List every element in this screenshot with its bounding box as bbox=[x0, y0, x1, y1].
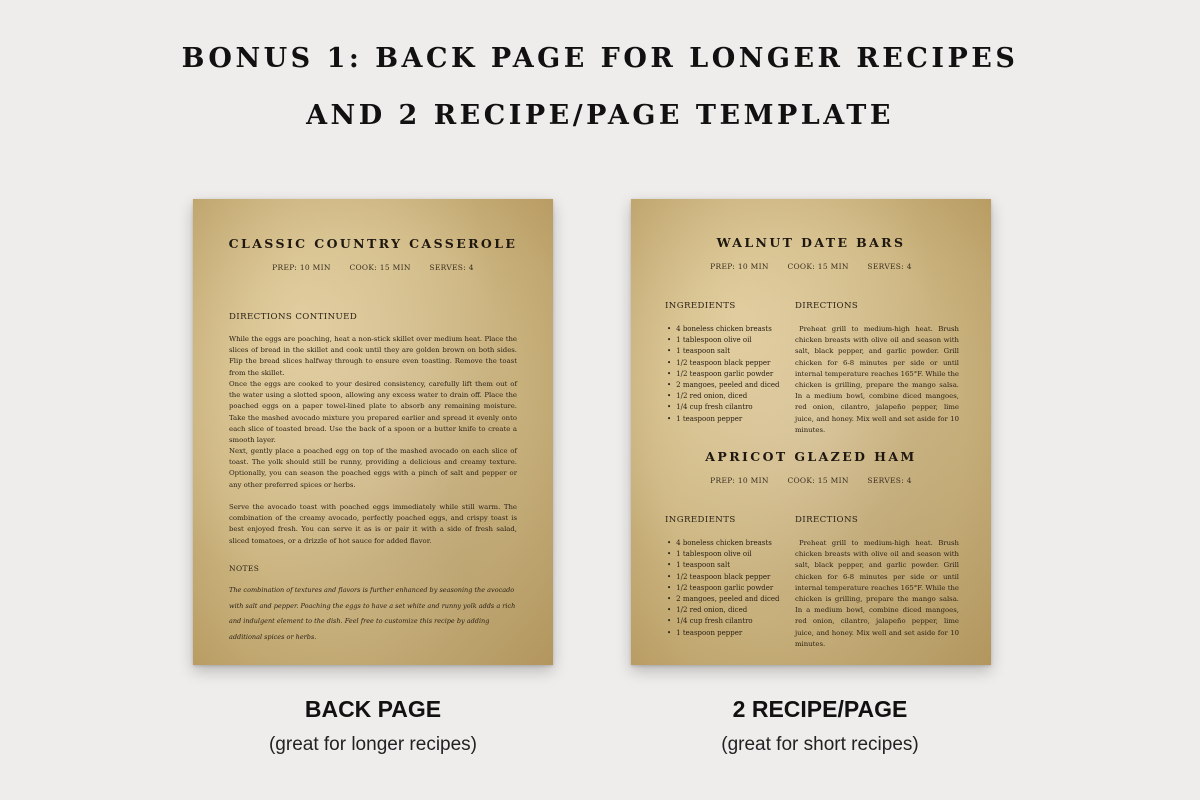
back-page-template bbox=[193, 199, 553, 665]
notes-text: The combination of textures and flavors is further enhanced by seasoning the avocado with salt and pepper. Poaching the eggs to have a set white and runny yolk adds a rich and indulgent element to the dish. Feel free to customize this recipe by adding additional spices or herbs. bbox=[229, 586, 516, 641]
cook-time: COOK: 15 MIN bbox=[787, 476, 849, 485]
list-item: • 1 teaspoon salt bbox=[667, 560, 780, 571]
cook-time: COOK: 15 MIN bbox=[349, 263, 411, 272]
list-item: • 1/2 teaspoon black pepper bbox=[667, 358, 780, 369]
notes-heading: NOTES bbox=[229, 564, 260, 573]
list-item: • 1/2 red onion, diced bbox=[667, 605, 780, 616]
list-item: • 1/2 red onion, diced bbox=[667, 391, 780, 402]
recipe-title: CLASSIC COUNTRY CASSEROLE bbox=[228, 236, 518, 251]
directions-continued-heading: DIRECTIONS CONTINUED bbox=[229, 312, 358, 322]
recipe-meta bbox=[193, 263, 553, 272]
caption-back-page: BACK PAGE bbox=[304, 696, 442, 722]
recipe-title: WALNUT DATE BARS bbox=[716, 235, 906, 250]
caption-two-recipe: 2 RECIPE/PAGE bbox=[732, 696, 908, 722]
list-item: • 1/2 teaspoon garlic powder bbox=[667, 583, 780, 594]
recipe-title: APRICOT GLAZED HAM bbox=[705, 449, 917, 464]
list-item: • 4 boneless chicken breasts bbox=[667, 324, 780, 335]
serves: SERVES: 4 bbox=[429, 263, 474, 272]
ingredients-heading: INGREDIENTS bbox=[665, 301, 736, 311]
caption-two-recipe-sub: (great for short recipes) bbox=[721, 734, 919, 755]
list-item: • 1 tablespoon olive oil bbox=[667, 549, 780, 560]
list-item: • 4 boneless chicken breasts bbox=[667, 538, 780, 549]
headline-line-1: BONUS 1: BACK PAGE FOR LONGER RECIPES bbox=[181, 43, 1019, 74]
ingredients-list bbox=[667, 324, 780, 425]
list-item: • 1 teaspoon salt bbox=[667, 346, 780, 357]
list-item: • 1/2 teaspoon black pepper bbox=[667, 572, 780, 583]
directions-heading: DIRECTIONS bbox=[795, 515, 859, 525]
cook-time: COOK: 15 MIN bbox=[787, 262, 849, 271]
serves: SERVES: 4 bbox=[867, 476, 912, 485]
ingredients-list bbox=[667, 538, 780, 639]
list-item: • 1 teaspoon pepper bbox=[667, 628, 780, 639]
directions-paragraph: While the eggs are poaching, heat a non-stick skillet over medium heat. Place the slices of bread in the skillet and cook until they are golden brown on both sides. Flip the bread slices halfway through to ensure even toasting. Remove the toast from the skillet. bbox=[229, 335, 517, 377]
directions-heading: DIRECTIONS bbox=[795, 301, 859, 311]
list-item: • 1/4 cup fresh cilantro bbox=[667, 402, 780, 413]
recipe-meta bbox=[631, 476, 991, 485]
list-item: • 2 mangoes, peeled and diced bbox=[667, 380, 780, 391]
ingredients-heading: INGREDIENTS bbox=[665, 515, 736, 525]
list-item: • 2 mangoes, peeled and diced bbox=[667, 594, 780, 605]
directions-paragraph: Next, gently place a poached egg on top of the mashed avocado on each slice of toast. The yolk should still be runny, providing a delicious and creamy texture. Optionally, you can season the poached eggs with a pinch of salt and pepper or any other preferred spices or herbs. bbox=[229, 447, 517, 489]
caption-back-page-sub: (great for longer recipes) bbox=[268, 734, 478, 755]
list-item: • 1 tablespoon olive oil bbox=[667, 335, 780, 346]
directions-text: Preheat grill to medium-high heat. Brush chicken breasts with olive oil and season with salt, black pepper, and garlic powder. Grill chicken for 6-8 minutes per side or until internal temperature reaches 165°F. While the chicken is grilling, prepare the mango salsa. In a medium bowl, combine diced mangoes, red onion, cilantro, jalapeño pepper, lime juice, and honey. Mix well and set aside for 10 minutes. bbox=[795, 325, 959, 434]
prep-time: PREP: 10 MIN bbox=[710, 262, 769, 271]
recipe-meta bbox=[631, 262, 991, 271]
prep-time: PREP: 10 MIN bbox=[272, 263, 331, 272]
list-item: • 1/4 cup fresh cilantro bbox=[667, 616, 780, 627]
list-item: • 1 teaspoon pepper bbox=[667, 414, 780, 425]
list-item: • 1/2 teaspoon garlic powder bbox=[667, 369, 780, 380]
directions-paragraph: Serve the avocado toast with poached eggs immediately while still warm. The combination of the creamy avocado, perfectly poached eggs, and crispy toast is best enjoyed fresh. You can serve it as is or pair it with a side of fresh salad, sliced tomatoes, or a drizzle of hot sauce for added flavor. bbox=[229, 503, 517, 545]
two-recipe-page-template bbox=[631, 199, 991, 665]
directions-text: Preheat grill to medium-high heat. Brush chicken breasts with olive oil and season with salt, black pepper, and garlic powder. Grill chicken for 6-8 minutes per side or until internal temperature reaches 165°F. While the chicken is grilling, prepare the mango salsa. In a medium bowl, combine diced mangoes, red onion, cilantro, jalapeño pepper, lime juice, and honey. Mix well and set aside for 10 minutes. bbox=[795, 539, 959, 648]
headline-line-2: AND 2 RECIPE/PAGE TEMPLATE bbox=[306, 100, 894, 131]
directions-paragraph: Once the eggs are cooked to your desired consistency, carefully lift them out of the water using a slotted spoon, allowing any excess water to drain off. Place the poached eggs on a paper towel-lined plate to absorb any remaining moisture. Take the mashed avocado mixture you prepared earlier and spread it evenly onto each slice of toasted bread. Use the back of a spoon or a butter knife to create a smooth layer. bbox=[229, 380, 517, 445]
prep-time: PREP: 10 MIN bbox=[710, 476, 769, 485]
serves: SERVES: 4 bbox=[867, 262, 912, 271]
